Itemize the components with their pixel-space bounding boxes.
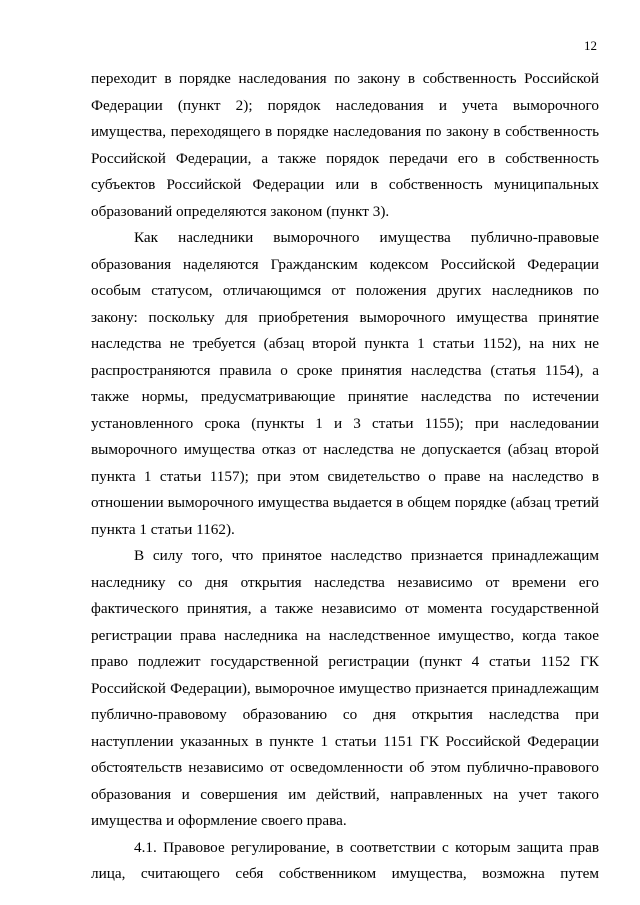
text-line: выморочного имущества отказ от наследства не допускается (абзац второй [91, 441, 599, 458]
text-line: отношении выморочного имущества выдается в общем порядке (абзац третий [91, 494, 599, 511]
text-line: наступлении указанных в пункте 1 статьи 1151 ГК Российской Федерации [91, 732, 599, 750]
text-line: установленного срока (пункты 1 и 3 статьи 1155); при наследовании [91, 414, 599, 432]
text-line: закону: поскольку для приобретения выморочного имущества принятие [91, 308, 599, 326]
text-line: также нормы, предусматривающие принятие наследства по истечении [91, 388, 599, 405]
text-line: 4.1. Правовое регулирование, в соответствии с которым защита прав [134, 838, 599, 856]
text-line: обстоятельств независимо от осведомленности об этом публично-правового [91, 759, 599, 776]
page-number: 12 [584, 38, 597, 53]
text-line: образования и совершения им действий, направленных на учет такого [91, 785, 599, 803]
text-line: Как наследники выморочного имущества публично-правовые [134, 229, 599, 246]
text-line: Российской Федерации, а также порядок передачи его в собственность [91, 149, 599, 167]
text-line: пункта 1 статьи 1157); при этом свидетельство о праве на наследство в [91, 467, 599, 485]
text-line: имущества, переходящего в порядке наследования по закону в собственность [91, 123, 599, 140]
text-line: образования наделяются Гражданским кодексом Российской Федерации [91, 255, 599, 273]
text-line: пункта 1 статьи 1162). [91, 520, 235, 538]
text-line: В силу того, что принятое наследство признается принадлежащим [134, 547, 599, 564]
text-line: субъектов Российской Федерации или в собственность муниципальных [91, 176, 599, 193]
text-line: наследнику со дня открытия наследства независимо от времени его [91, 573, 599, 591]
text-line: образований определяются законом (пункт 3). [91, 202, 390, 220]
text-line: публично-правовому образованию со дня открытия наследства при [91, 706, 599, 723]
text-line: Российской Федерации), выморочное имущество признается принадлежащим [91, 679, 599, 697]
text-line: лица, считающего себя собственником имущества, возможна путем [91, 865, 599, 882]
text-line: Федерации (пункт 2); порядок наследования и учета выморочного [91, 96, 599, 114]
text-line: право подлежит государственной регистрации (пункт 4 статьи 1152 ГК [91, 653, 599, 670]
text-line: переходит в порядке наследования по закону в собственность Российской [91, 70, 599, 87]
text-line: имущества и оформление своего права. [91, 812, 347, 829]
text-line: особым статусом, отличающимся от положения других наследников по [91, 282, 599, 299]
text-line: регистрации права наследника на наследственное имущество, когда такое [91, 626, 599, 644]
text-line: распространяются правила о сроке принятия наследства (статья 1154), а [91, 361, 599, 379]
document-body [91, 66, 599, 888]
text-line: наследства не требуется (абзац второй пункта 1 статьи 1152), на них не [91, 335, 599, 352]
text-line: фактического принятия, а также независимо от момента государственной [91, 600, 599, 617]
